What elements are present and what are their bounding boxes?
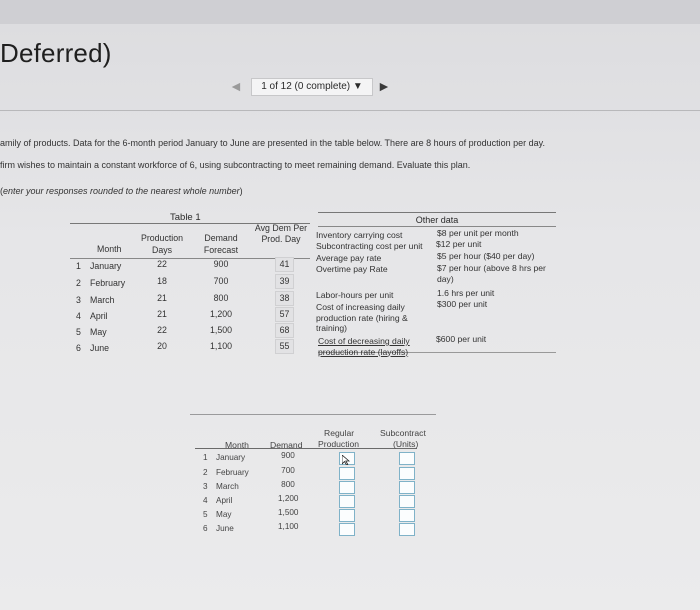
next-question-button[interactable]: ► [377,78,391,94]
table2-month-header: Month [225,440,249,450]
other-data-top-rule [318,212,556,213]
subcontract-units-input-june[interactable] [399,523,415,536]
subcontract-units-input-january[interactable] [399,452,415,465]
table1-demand-header: Demand [204,233,238,243]
divider [0,110,700,111]
table1-demand-header-2: Forecast [203,245,239,255]
subcontract-units-input-may[interactable] [399,509,415,522]
table2-top-rule [190,414,436,415]
table1-days-header: Production [140,233,184,243]
table1-title: Table 1 [170,212,201,223]
regular-production-input-february[interactable] [339,467,355,480]
problem-text-1: amily of products. Data for the 6-month period January to June are presented in the table below. There are 8 hours of production per day. [0,138,545,148]
top-toolbar-band [0,0,700,24]
table1-avg-header-2: Prod. Day [261,234,301,244]
table1-month-header: Month [97,244,122,254]
table2-subcontract-header-2: (Units) [393,439,419,449]
regular-production-input-march[interactable] [339,481,355,494]
subcontract-units-input-february[interactable] [399,467,415,480]
regular-production-input-april[interactable] [339,495,355,508]
table2-regular-header-2: Production [318,439,360,449]
previous-question-button[interactable]: ◄ [229,78,243,94]
question-position-dropdown[interactable]: 1 of 12 (0 complete) ▼ [251,78,373,96]
other-data-header-rule [318,226,556,227]
table2-regular-header: Regular [324,428,355,438]
table2-subcontract-header: Subcontract [380,428,426,438]
table1-days-header-2: Days [151,245,173,255]
subcontract-units-input-march[interactable] [399,481,415,494]
table1-avg-header: Avg Dem Per [254,223,308,233]
table2-demand-header: Demand [270,440,303,450]
question-navigator [225,72,395,100]
subcontract-units-input-april[interactable] [399,495,415,508]
page-title: Deferred) [0,38,112,68]
instruction-text: (enter your responses rounded to the nearest whole number) [0,186,243,196]
mouse-pointer-icon [342,455,350,465]
regular-production-input-june[interactable] [339,523,355,536]
regular-production-input-may[interactable] [339,509,355,522]
problem-text-2: firm wishes to maintain a constant workforce of 6, using subcontracting to meet remaining demand. Evaluate this plan. [0,160,471,170]
other-data-title: Other data [415,215,459,225]
